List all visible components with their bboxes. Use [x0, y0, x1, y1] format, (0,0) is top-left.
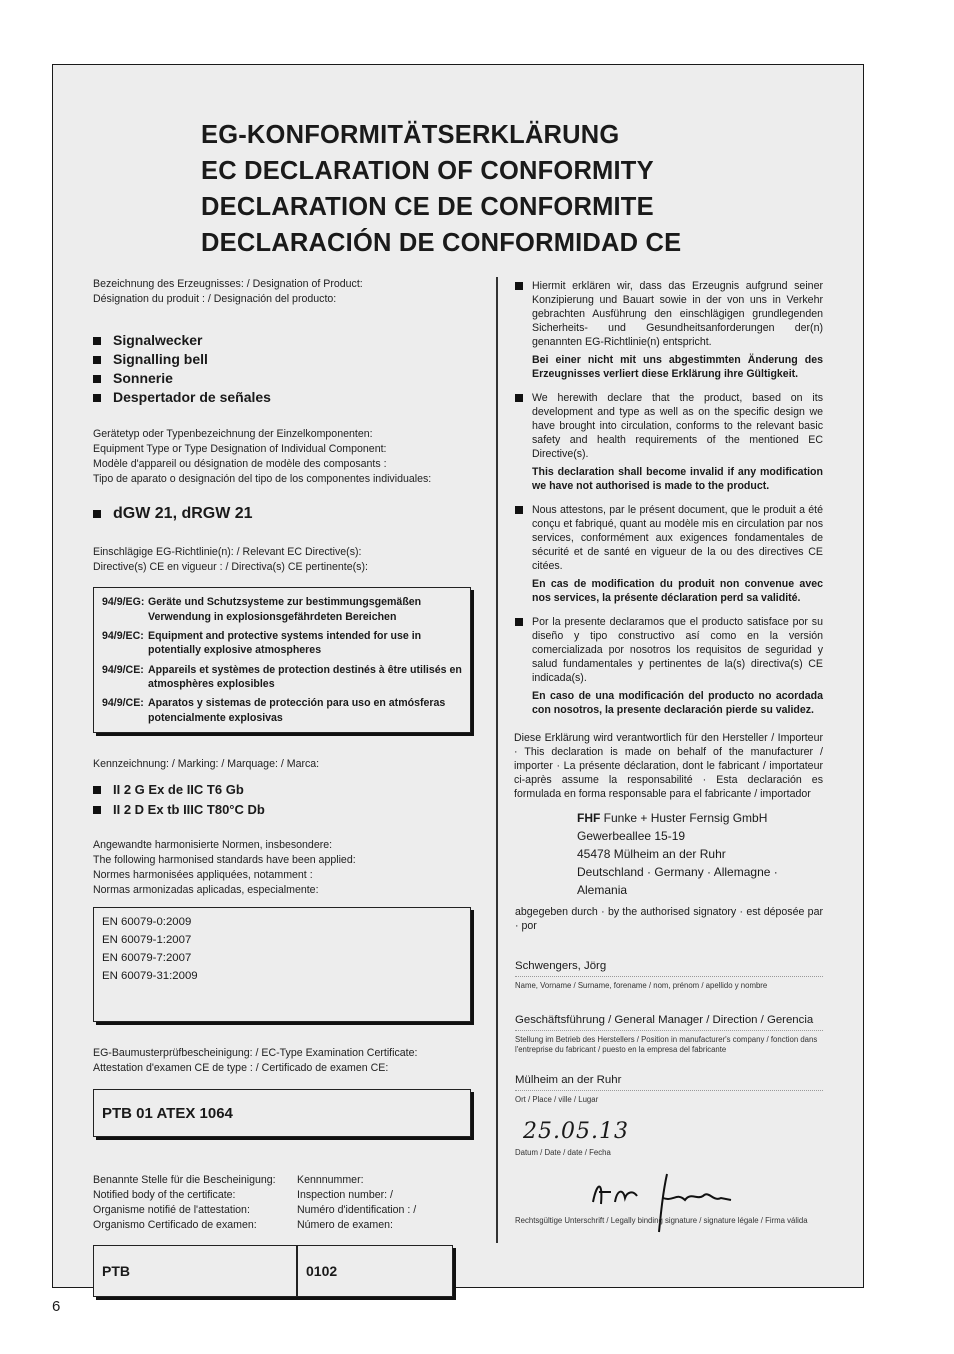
bullet-square-icon	[93, 337, 101, 345]
manufacturer-address	[577, 809, 823, 899]
position-field	[515, 1013, 823, 1055]
left-column	[93, 277, 477, 1297]
place-label: Ort / Place / ville / Lugar	[515, 1095, 599, 1104]
title-es: DECLARACIÓN DE CONFORMIDAD CE	[201, 229, 682, 257]
right-column	[515, 279, 823, 1228]
model-designation: dGW 21, dRGW 21	[93, 505, 477, 523]
declaration-paragraph-en: We herewith declare that the product, based on its development and type as well as on the specific design we have brought into circulation, conforms to the relevant basic safety and health requirements of the mentioned EC Directive(s). This declaration shall become invalid if any modification we have not authorised is made to the product.	[515, 391, 823, 493]
responsibility-statement: Diese Erklärung wird verantwortlich für den Hersteller / Importeur · This declaration is made on behalf of the manufacturer / importer · La présente déclaration, dont le fabricant / importateur ci-après assume la responsabilité · Esta declaración es formulada en forma responsable para el fabricante / importador	[514, 732, 823, 800]
date-value: 25.05.13	[523, 1119, 629, 1144]
marking-list	[93, 780, 477, 820]
bullet-square-icon	[93, 786, 101, 794]
product-label: Bezeichnung des Erzeugnisses: / Designation of Product: Désignation du produit : / Designación del producto:	[93, 278, 363, 305]
declaration-paragraph-de: Hiermit erklären wir, dass das Erzeugnis aufgrund seiner Konzipierung und Bauart sowie in der von uns in Verkehr gebrachten Ausführung den einschlägigen grundlegenden Sicherheits- und Gesundheitsanforderungen der(n) genannten EG-Richtlinie(n) entspricht. Bei einer nicht mit uns abgestimmten Änderung des Erzeugnisses verliert diese Erklärung ihre Gültigkeit.	[515, 279, 823, 381]
bullet-square-icon	[93, 375, 101, 383]
marking-item: II 2 G Ex de IIC T6 Gb	[93, 780, 477, 800]
bullet-square-icon	[93, 394, 101, 402]
declaration-paragraph-fr: Nous attestons, par le présent document, que le produit a été conçu et fabriqué, quant au modèle mis en circulation par nos services, conformément aux exigences fondamentales de sécurité et de santé en vigueur de la ou des directives CE citées. En cas de modification du produit non convenue avec nos services, la présente déclaration perd sa validité.	[515, 503, 823, 605]
standards-box	[93, 907, 471, 1022]
bullet-square-icon	[515, 618, 523, 626]
name-label: Name, Vorname / Surname, forename / nom, prénom / apellido y nombre	[515, 981, 768, 990]
standard-item: EN 60079-7:2007	[102, 952, 192, 964]
column-divider	[496, 277, 498, 1243]
directive-entry: 94/9/EG: Geräte und Schutzsysteme zur bestimmungsgemäßen Verwendung in explosionsgefährdeten Bereichen	[102, 596, 422, 623]
inspection-col: Kennnummer: Inspection number: / Numéro d'identification : / Número de examen: 0102	[297, 1173, 477, 1297]
product-item: Signalwecker	[93, 331, 477, 350]
notified-body-box: PTB	[93, 1245, 297, 1297]
bullet-square-icon	[515, 506, 523, 514]
title-en: EC DECLARATION OF CONFORMITY	[201, 157, 654, 185]
directives-box	[93, 587, 471, 733]
directive-entry: 94/9/EC: Equipment and protective systems intended for use in potentially explosive atmospheres	[102, 629, 422, 657]
bullet-square-icon	[93, 510, 101, 518]
company-name: Funke + Huster Fernsig GmbH	[603, 811, 768, 825]
standard-item: EN 60079-31:2009	[102, 970, 198, 982]
directive-entry: 94/9/CE: Aparatos y sistemas de protección para uso en atmósferas potencialmente explosivas	[102, 697, 446, 724]
date-label: Datum / Date / date / Fecha	[515, 1148, 611, 1157]
page-number: 6	[52, 1298, 61, 1315]
bullet-square-icon	[515, 394, 523, 402]
inspection-number-box: 0102	[297, 1245, 453, 1297]
declaration-sheet	[52, 64, 864, 1288]
standard-item: EN 60079-1:2007	[102, 934, 192, 946]
product-item: Signalling bell	[93, 350, 477, 369]
place-field	[515, 1073, 823, 1105]
position-value: Geschäftsführung / General Manager / Direction / Gerencia	[515, 1013, 823, 1031]
brand-name: FHF	[577, 811, 601, 825]
place-value: Mülheim an der Ruhr	[515, 1073, 823, 1091]
standard-item: EN 60079-0:2009	[102, 916, 192, 928]
signature-field	[515, 1172, 823, 1228]
name-value: Schwengers, Jörg	[515, 959, 823, 977]
certificate-label: EG-Baumusterprüfbescheinigung: / EC-Type Examination Certificate: Attestation d'examen CE de type : / Certificado de examen CE:	[93, 1047, 418, 1074]
address-country: Deutschland · Germany · Allemagne · Alemania	[577, 865, 778, 897]
title-block	[201, 117, 761, 261]
certificate-number: PTB 01 ATEX 1064	[102, 1104, 233, 1122]
bullet-square-icon	[93, 806, 101, 814]
directive-entry: 94/9/CE: Appareils et systèmes de protection destinés à être utilisés en atmosphères explosibles	[102, 663, 462, 691]
bullet-square-icon	[93, 356, 101, 364]
marking-label: Kennzeichnung: / Marking: / Marquage: / Marca:	[93, 758, 320, 770]
notified-body-col: Benannte Stelle für die Bescheinigung: Notified body of the certificate: Organisme notifié de l'attestation: Organismo Certificado de examen: PTB	[93, 1173, 297, 1297]
type-label: Gerätetyp oder Typenbezeichnung der Einzelkomponenten: Equipment Type or Type Designation of Individual Component: Modèle d'appareil ou désignation de modèle des composants : Tipo de aparato o designación del tipo de los componentes individuales:	[93, 428, 432, 485]
signature-label: Rechtsgültige Unterschrift / Legally binding signature / signature légale / Firma válida	[515, 1216, 808, 1225]
certificate-box	[93, 1089, 471, 1137]
title-de: EG-KONFORMITÄTSERKLÄRUNG	[201, 121, 620, 149]
marking-item: II 2 D Ex tb IIIC T80°C Db	[93, 800, 477, 820]
product-item: Sonnerie	[93, 369, 477, 388]
address-city: 45478 Mülheim an der Ruhr	[577, 847, 726, 861]
notified-body-row	[93, 1173, 477, 1297]
signatory-label: abgegeben durch · by the authorised signatory · est déposée par · por	[515, 906, 823, 932]
name-field	[515, 959, 823, 991]
address-street: Gewerbeallee 15-19	[577, 829, 686, 843]
date-field	[515, 1119, 823, 1158]
directive-label: Einschlägige EG-Richtlinie(n): / Relevant EC Directive(s): Directive(s) CE en vigueur : / Directiva(s) CE pertinente(s):	[93, 546, 368, 573]
bullet-square-icon	[515, 282, 523, 290]
title-fr: DECLARATION CE DE CONFORMITE	[201, 193, 654, 221]
declaration-paragraph-es: Por la presente declaramos que el producto satisface por su diseño y tipo constructivo así como en la versión comercializada por nosotros los requisitos de seguridad y salud fundamentales y pertinentes de la(s) directiva(s) CE indicada(s). En caso de una modificación del producto no acordada con nosotros, la presente declaración pierde su validez.	[515, 615, 823, 717]
position-label: Stellung im Betrieb des Herstellers / Position in manufacturer's company / fonction dans l'entreprise du fabricant / puesto en la empresa del fabricante	[515, 1035, 818, 1054]
product-list	[93, 331, 477, 407]
standards-label: Angewandte harmonisierte Normen, insbesondere: The following harmonised standards have been applied: Normes harmonisées appliquées, notamment : Normas armonizadas aplicadas, especialmente:	[93, 839, 356, 896]
product-item: Despertador de señales	[93, 388, 477, 407]
